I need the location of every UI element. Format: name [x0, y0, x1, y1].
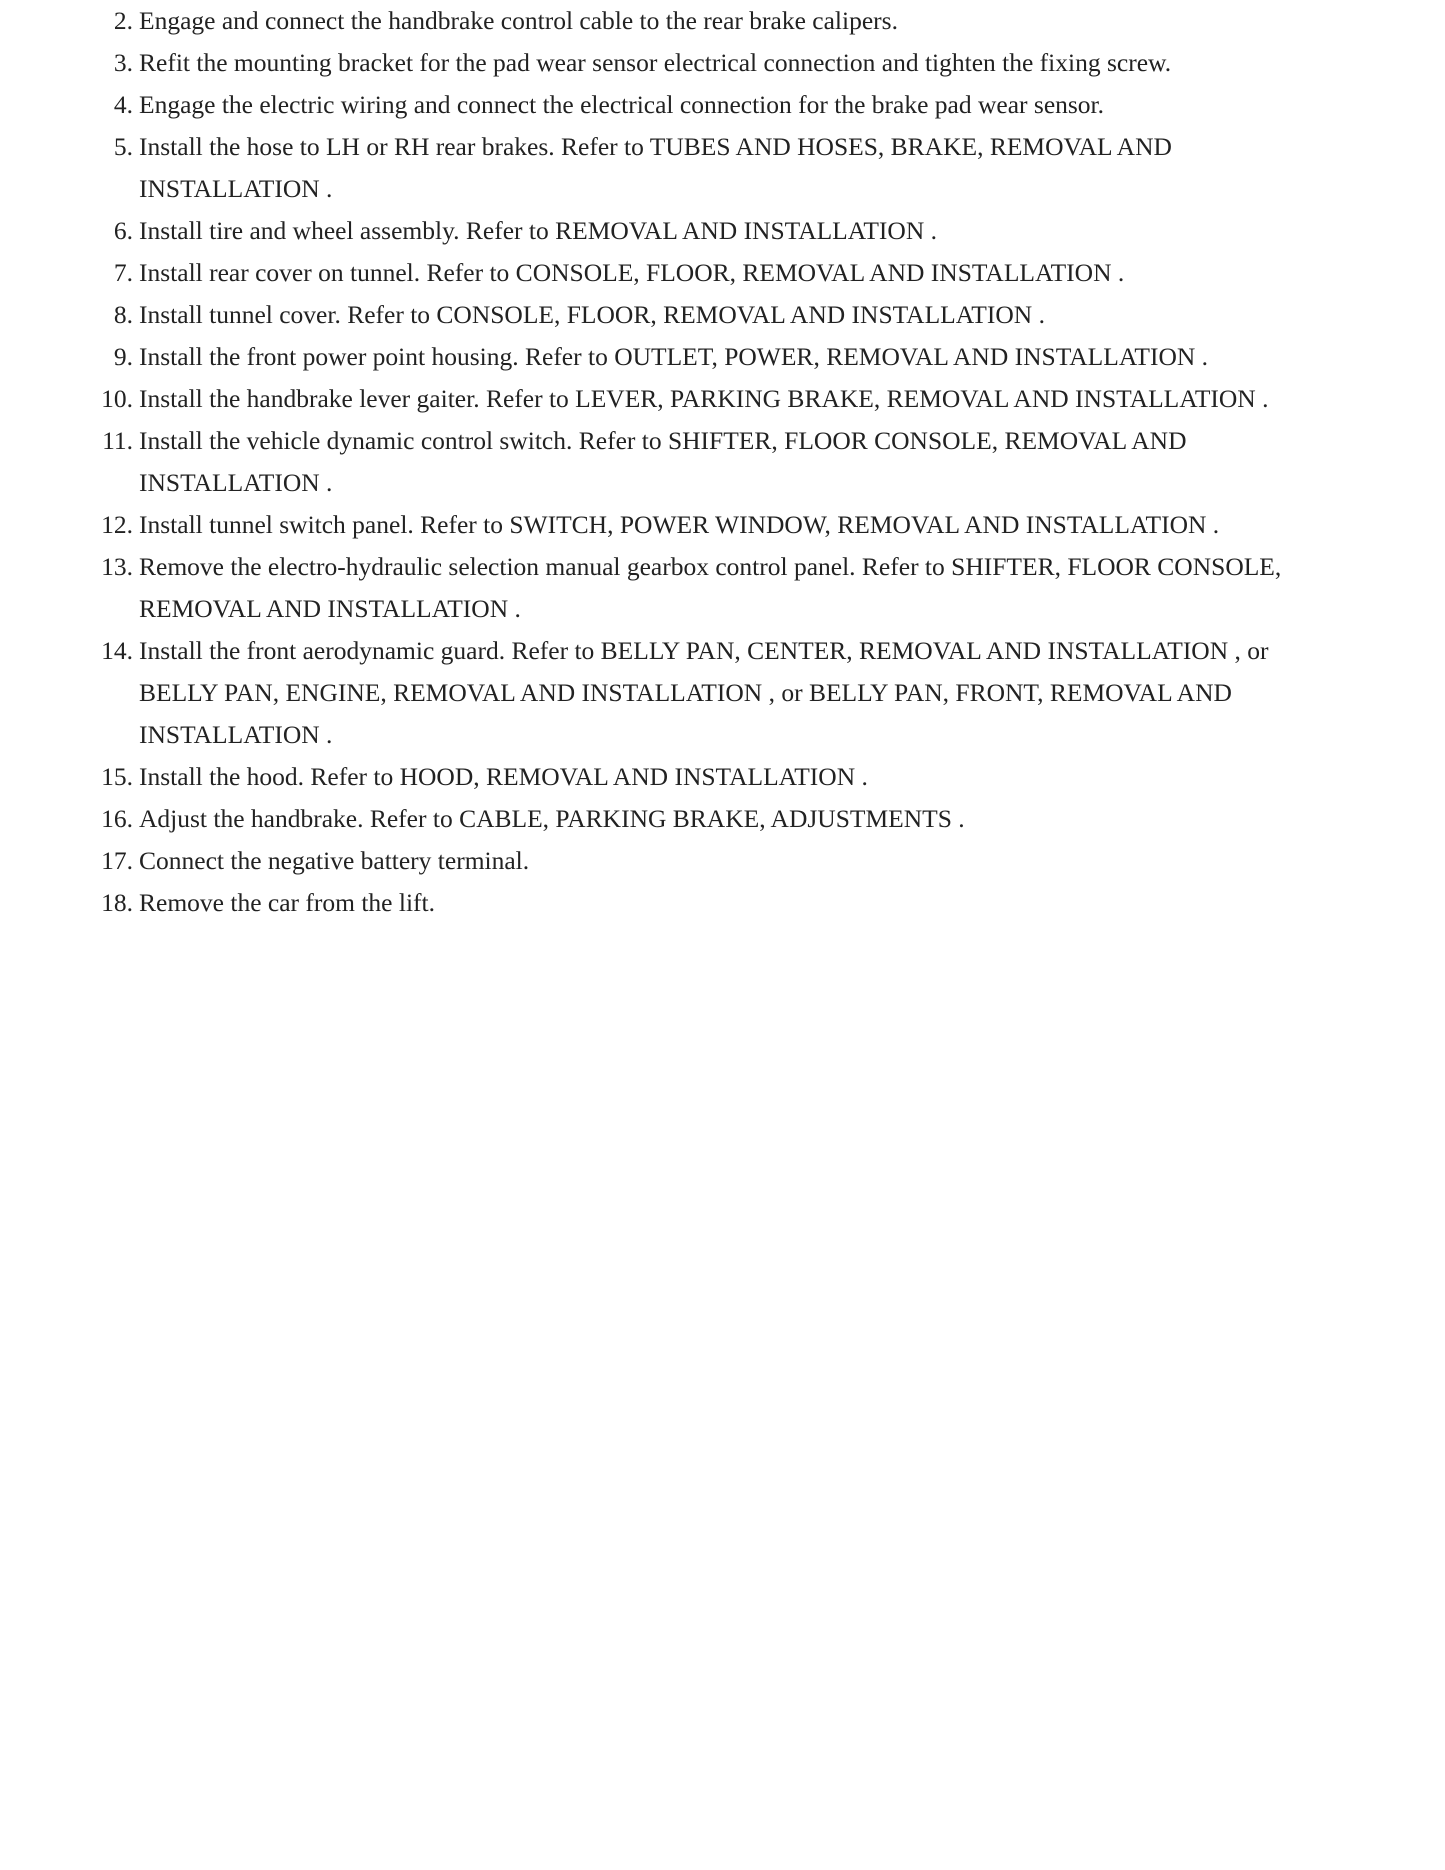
step-number: 4.: [113, 90, 133, 119]
step-number: 15.: [101, 762, 133, 791]
procedure-step: [0, 420, 1445, 504]
procedure-step: [0, 882, 1445, 924]
step-number: 5.: [113, 132, 133, 161]
step-number: 6.: [113, 216, 133, 245]
procedure-step: [0, 336, 1445, 378]
step-text: Adjust the handbrake. Refer to CABLE, PARKING BRAKE, ADJUSTMENTS .: [139, 804, 965, 833]
step-text: Install the front aerodynamic guard. Refer to BELLY PAN, CENTER, REMOVAL AND INSTALLATION , or BELLY PAN, ENGINE, REMOVAL AND INSTALLATION , or BELLY PAN, FRONT, REMOVAL AND INSTALLATION .: [139, 636, 1269, 749]
step-text: Install the front power point housing. Refer to OUTLET, POWER, REMOVAL AND INSTALLATION .: [139, 342, 1209, 371]
step-text: Install tunnel cover. Refer to CONSOLE, FLOOR, REMOVAL AND INSTALLATION .: [139, 300, 1045, 329]
step-number: 3.: [113, 48, 133, 77]
procedure-step: [0, 840, 1445, 882]
step-text: Install tire and wheel assembly. Refer to REMOVAL AND INSTALLATION .: [139, 216, 937, 245]
step-text: Engage the electric wiring and connect the electrical connection for the brake pad wear sensor.: [139, 90, 1105, 119]
step-number: 16.: [101, 804, 133, 833]
procedure-step: [0, 210, 1445, 252]
step-number: 17.: [101, 846, 133, 875]
procedure-step: [0, 84, 1445, 126]
procedure-step: [0, 252, 1445, 294]
procedure-step: [0, 504, 1445, 546]
procedure-step: [0, 294, 1445, 336]
step-text: Remove the electro-hydraulic selection manual gearbox control panel. Refer to SHIFTER, FLOOR CONSOLE, REMOVAL AND INSTALLATION .: [139, 552, 1282, 623]
step-number: 7.: [113, 258, 133, 287]
step-text: Connect the negative battery terminal.: [139, 846, 530, 875]
procedure-step: [0, 0, 1445, 42]
step-text: Install rear cover on tunnel. Refer to CONSOLE, FLOOR, REMOVAL AND INSTALLATION .: [139, 258, 1125, 287]
step-text: Refit the mounting bracket for the pad wear sensor electrical connection and tighten the fixing screw.: [139, 48, 1172, 77]
step-text: Remove the car from the lift.: [139, 888, 435, 917]
step-text: Engage and connect the handbrake control cable to the rear brake calipers.: [139, 6, 898, 35]
procedure-step: [0, 756, 1445, 798]
step-number: 11.: [102, 426, 133, 455]
step-number: 10.: [101, 384, 133, 413]
step-number: 12.: [101, 510, 133, 539]
step-number: 13.: [101, 552, 133, 581]
procedure-step: [0, 126, 1445, 210]
step-number: 2.: [113, 6, 133, 35]
step-number: 14.: [101, 636, 133, 665]
procedure-step: [0, 630, 1445, 756]
step-text: Install the handbrake lever gaiter. Refer to LEVER, PARKING BRAKE, REMOVAL AND INSTALLATION .: [139, 384, 1269, 413]
step-number: 18.: [101, 888, 133, 917]
step-text: Install the hood. Refer to HOOD, REMOVAL AND INSTALLATION .: [139, 762, 868, 791]
procedure-step: [0, 798, 1445, 840]
step-text: Install tunnel switch panel. Refer to SWITCH, POWER WINDOW, REMOVAL AND INSTALLATION .: [139, 510, 1220, 539]
step-number: 9.: [113, 342, 133, 371]
procedure-step: [0, 546, 1445, 630]
step-number: 8.: [113, 300, 133, 329]
step-text: Install the vehicle dynamic control switch. Refer to SHIFTER, FLOOR CONSOLE, REMOVAL AND INSTALLATION .: [139, 426, 1187, 497]
procedure-step: [0, 42, 1445, 84]
procedure-step: [0, 378, 1445, 420]
procedure-step-list: [0, 0, 1445, 924]
step-text: Install the hose to LH or RH rear brakes. Refer to TUBES AND HOSES, BRAKE, REMOVAL AND INSTALLATION .: [139, 132, 1172, 203]
